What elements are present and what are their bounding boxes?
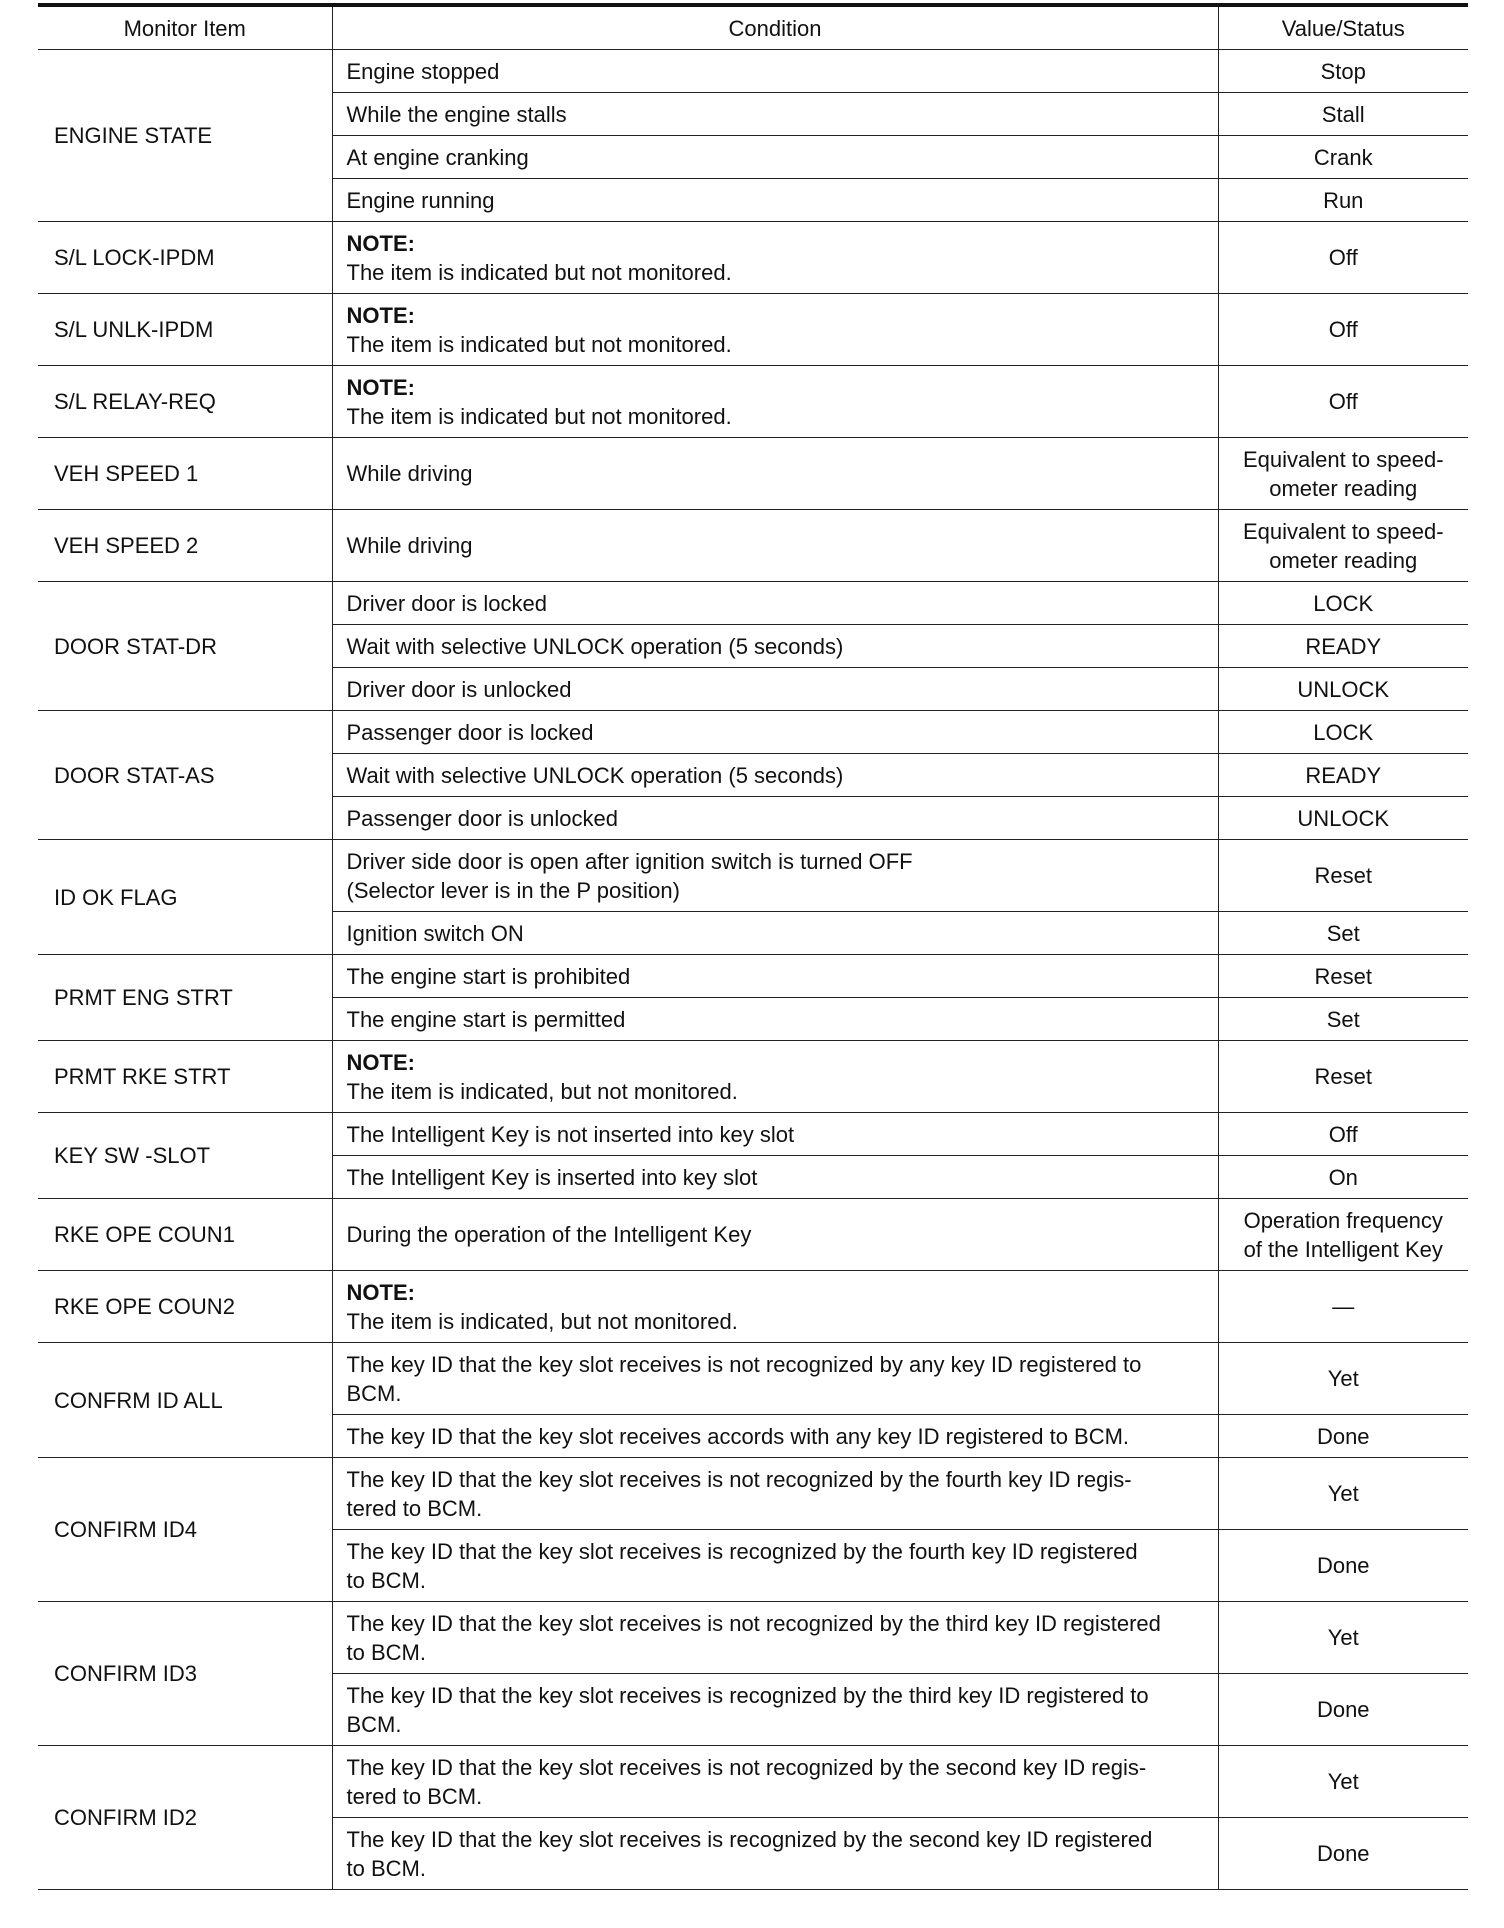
value-status-cell: READY xyxy=(1218,754,1468,797)
condition-cell: Wait with selective UNLOCK operation (5 seconds) xyxy=(332,625,1218,668)
table-row xyxy=(38,1271,1468,1343)
value-status-cell: Stop xyxy=(1218,50,1468,93)
condition-cell xyxy=(332,222,1218,294)
condition-cell: The key ID that the key slot receives is not recognized by any key ID registered to BCM. xyxy=(332,1343,1218,1415)
table-row xyxy=(38,50,1468,93)
column-header-value-status: Value/Status xyxy=(1218,5,1468,50)
note-text: The item is indicated but not monitored. xyxy=(346,331,732,357)
value-status-cell: Done xyxy=(1218,1530,1468,1602)
note-label: NOTE: xyxy=(346,230,415,256)
value-status-cell: Crank xyxy=(1218,136,1468,179)
value-status-cell: Operation frequency of the Intelligent Key xyxy=(1218,1199,1468,1271)
monitor-item-cell: DOOR STAT-AS xyxy=(38,711,332,840)
condition-cell: While driving xyxy=(332,510,1218,582)
table-row xyxy=(38,510,1468,582)
value-status-cell: Off xyxy=(1218,366,1468,438)
monitor-item-cell: KEY SW -SLOT xyxy=(38,1113,332,1199)
value-status-cell: — xyxy=(1218,1271,1468,1343)
value-status-cell: Equivalent to speed- ometer reading xyxy=(1218,438,1468,510)
value-status-cell: On xyxy=(1218,1156,1468,1199)
table-row xyxy=(38,222,1468,294)
monitor-item-cell: CONFRM ID ALL xyxy=(38,1343,332,1458)
monitor-item-cell: DOOR STAT-DR xyxy=(38,582,332,711)
value-status-cell: Reset xyxy=(1218,840,1468,912)
value-status-cell: Yet xyxy=(1218,1458,1468,1530)
condition-cell: While the engine stalls xyxy=(332,93,1218,136)
condition-cell: Wait with selective UNLOCK operation (5 seconds) xyxy=(332,754,1218,797)
value-status-cell: Off xyxy=(1218,1113,1468,1156)
table-row xyxy=(38,1746,1468,1818)
condition-cell: Passenger door is locked xyxy=(332,711,1218,754)
monitor-item-cell: S/L UNLK-IPDM xyxy=(38,294,332,366)
value-status-cell: Done xyxy=(1218,1818,1468,1890)
monitor-item-cell: S/L LOCK-IPDM xyxy=(38,222,332,294)
value-status-cell: Set xyxy=(1218,998,1468,1041)
condition-cell: The key ID that the key slot receives is not recognized by the third key ID registered to BCM. xyxy=(332,1602,1218,1674)
monitor-item-cell: CONFIRM ID3 xyxy=(38,1602,332,1746)
condition-cell: The key ID that the key slot receives is recognized by the fourth key ID registered to BCM. xyxy=(332,1530,1218,1602)
table-row xyxy=(38,955,1468,998)
table-row xyxy=(38,582,1468,625)
monitor-item-table xyxy=(38,3,1468,1890)
table-row xyxy=(38,1602,1468,1674)
monitor-item-cell: ID OK FLAG xyxy=(38,840,332,955)
table-row xyxy=(38,840,1468,912)
monitor-item-cell: CONFIRM ID4 xyxy=(38,1458,332,1602)
condition-cell: The key ID that the key slot receives is not recognized by the second key ID regis- tered to BCM. xyxy=(332,1746,1218,1818)
value-status-cell: LOCK xyxy=(1218,711,1468,754)
note-label: NOTE: xyxy=(346,374,415,400)
monitor-item-cell: S/L RELAY-REQ xyxy=(38,366,332,438)
condition-cell: Engine running xyxy=(332,179,1218,222)
monitor-item-cell: VEH SPEED 2 xyxy=(38,510,332,582)
table-row xyxy=(38,366,1468,438)
condition-cell: The Intelligent Key is not inserted into key slot xyxy=(332,1113,1218,1156)
column-header-condition: Condition xyxy=(332,5,1218,50)
value-status-cell: Reset xyxy=(1218,955,1468,998)
condition-cell: Driver side door is open after ignition switch is turned OFF (Selector lever is in the P position) xyxy=(332,840,1218,912)
monitor-item-cell: RKE OPE COUN2 xyxy=(38,1271,332,1343)
condition-cell: The Intelligent Key is inserted into key slot xyxy=(332,1156,1218,1199)
value-status-cell: Yet xyxy=(1218,1746,1468,1818)
condition-cell: The key ID that the key slot receives is recognized by the second key ID registered to BCM. xyxy=(332,1818,1218,1890)
value-status-cell: UNLOCK xyxy=(1218,668,1468,711)
condition-cell: The engine start is prohibited xyxy=(332,955,1218,998)
value-status-cell: Set xyxy=(1218,912,1468,955)
value-status-cell: Off xyxy=(1218,222,1468,294)
table-row xyxy=(38,438,1468,510)
value-status-cell: Reset xyxy=(1218,1041,1468,1113)
table-row xyxy=(38,1458,1468,1530)
condition-cell: Passenger door is unlocked xyxy=(332,797,1218,840)
monitor-item-cell: ENGINE STATE xyxy=(38,50,332,222)
condition-cell: Driver door is unlocked xyxy=(332,668,1218,711)
value-status-cell: Done xyxy=(1218,1674,1468,1746)
note-label: NOTE: xyxy=(346,302,415,328)
note-label: NOTE: xyxy=(346,1049,415,1075)
condition-cell: The key ID that the key slot receives is not recognized by the fourth key ID regis- tered to BCM. xyxy=(332,1458,1218,1530)
condition-cell xyxy=(332,1271,1218,1343)
table-row xyxy=(38,711,1468,754)
table-row xyxy=(38,294,1468,366)
monitor-item-cell: PRMT RKE STRT xyxy=(38,1041,332,1113)
condition-cell: Ignition switch ON xyxy=(332,912,1218,955)
table-header-row xyxy=(38,5,1468,50)
monitor-item-cell: RKE OPE COUN1 xyxy=(38,1199,332,1271)
monitor-item-cell: VEH SPEED 1 xyxy=(38,438,332,510)
value-status-cell: Done xyxy=(1218,1415,1468,1458)
value-status-cell: Stall xyxy=(1218,93,1468,136)
condition-cell xyxy=(332,294,1218,366)
condition-cell: At engine cranking xyxy=(332,136,1218,179)
table-row xyxy=(38,1199,1468,1271)
condition-cell: Driver door is locked xyxy=(332,582,1218,625)
monitor-item-cell: CONFIRM ID2 xyxy=(38,1746,332,1890)
table-row xyxy=(38,1113,1468,1156)
condition-cell: The key ID that the key slot receives is recognized by the third key ID registered to BCM. xyxy=(332,1674,1218,1746)
value-status-cell: LOCK xyxy=(1218,582,1468,625)
note-text: The item is indicated, but not monitored. xyxy=(346,1308,738,1334)
condition-cell: The key ID that the key slot receives accords with any key ID registered to BCM. xyxy=(332,1415,1218,1458)
condition-cell: The engine start is permitted xyxy=(332,998,1218,1041)
table-row xyxy=(38,1343,1468,1415)
table-row xyxy=(38,1041,1468,1113)
value-status-cell: Yet xyxy=(1218,1602,1468,1674)
monitor-item-cell: PRMT ENG STRT xyxy=(38,955,332,1041)
value-status-cell: READY xyxy=(1218,625,1468,668)
column-header-monitor-item: Monitor Item xyxy=(38,5,332,50)
value-status-cell: Run xyxy=(1218,179,1468,222)
condition-cell xyxy=(332,366,1218,438)
condition-cell: While driving xyxy=(332,438,1218,510)
condition-cell xyxy=(332,1041,1218,1113)
condition-cell: During the operation of the Intelligent Key xyxy=(332,1199,1218,1271)
table-body xyxy=(38,50,1468,1890)
value-status-cell: Equivalent to speed- ometer reading xyxy=(1218,510,1468,582)
value-status-cell: Off xyxy=(1218,294,1468,366)
value-status-cell: UNLOCK xyxy=(1218,797,1468,840)
note-label: NOTE: xyxy=(346,1279,415,1305)
note-text: The item is indicated but not monitored. xyxy=(346,403,732,429)
value-status-cell: Yet xyxy=(1218,1343,1468,1415)
condition-cell: Engine stopped xyxy=(332,50,1218,93)
note-text: The item is indicated but not monitored. xyxy=(346,259,732,285)
note-text: The item is indicated, but not monitored. xyxy=(346,1078,738,1104)
